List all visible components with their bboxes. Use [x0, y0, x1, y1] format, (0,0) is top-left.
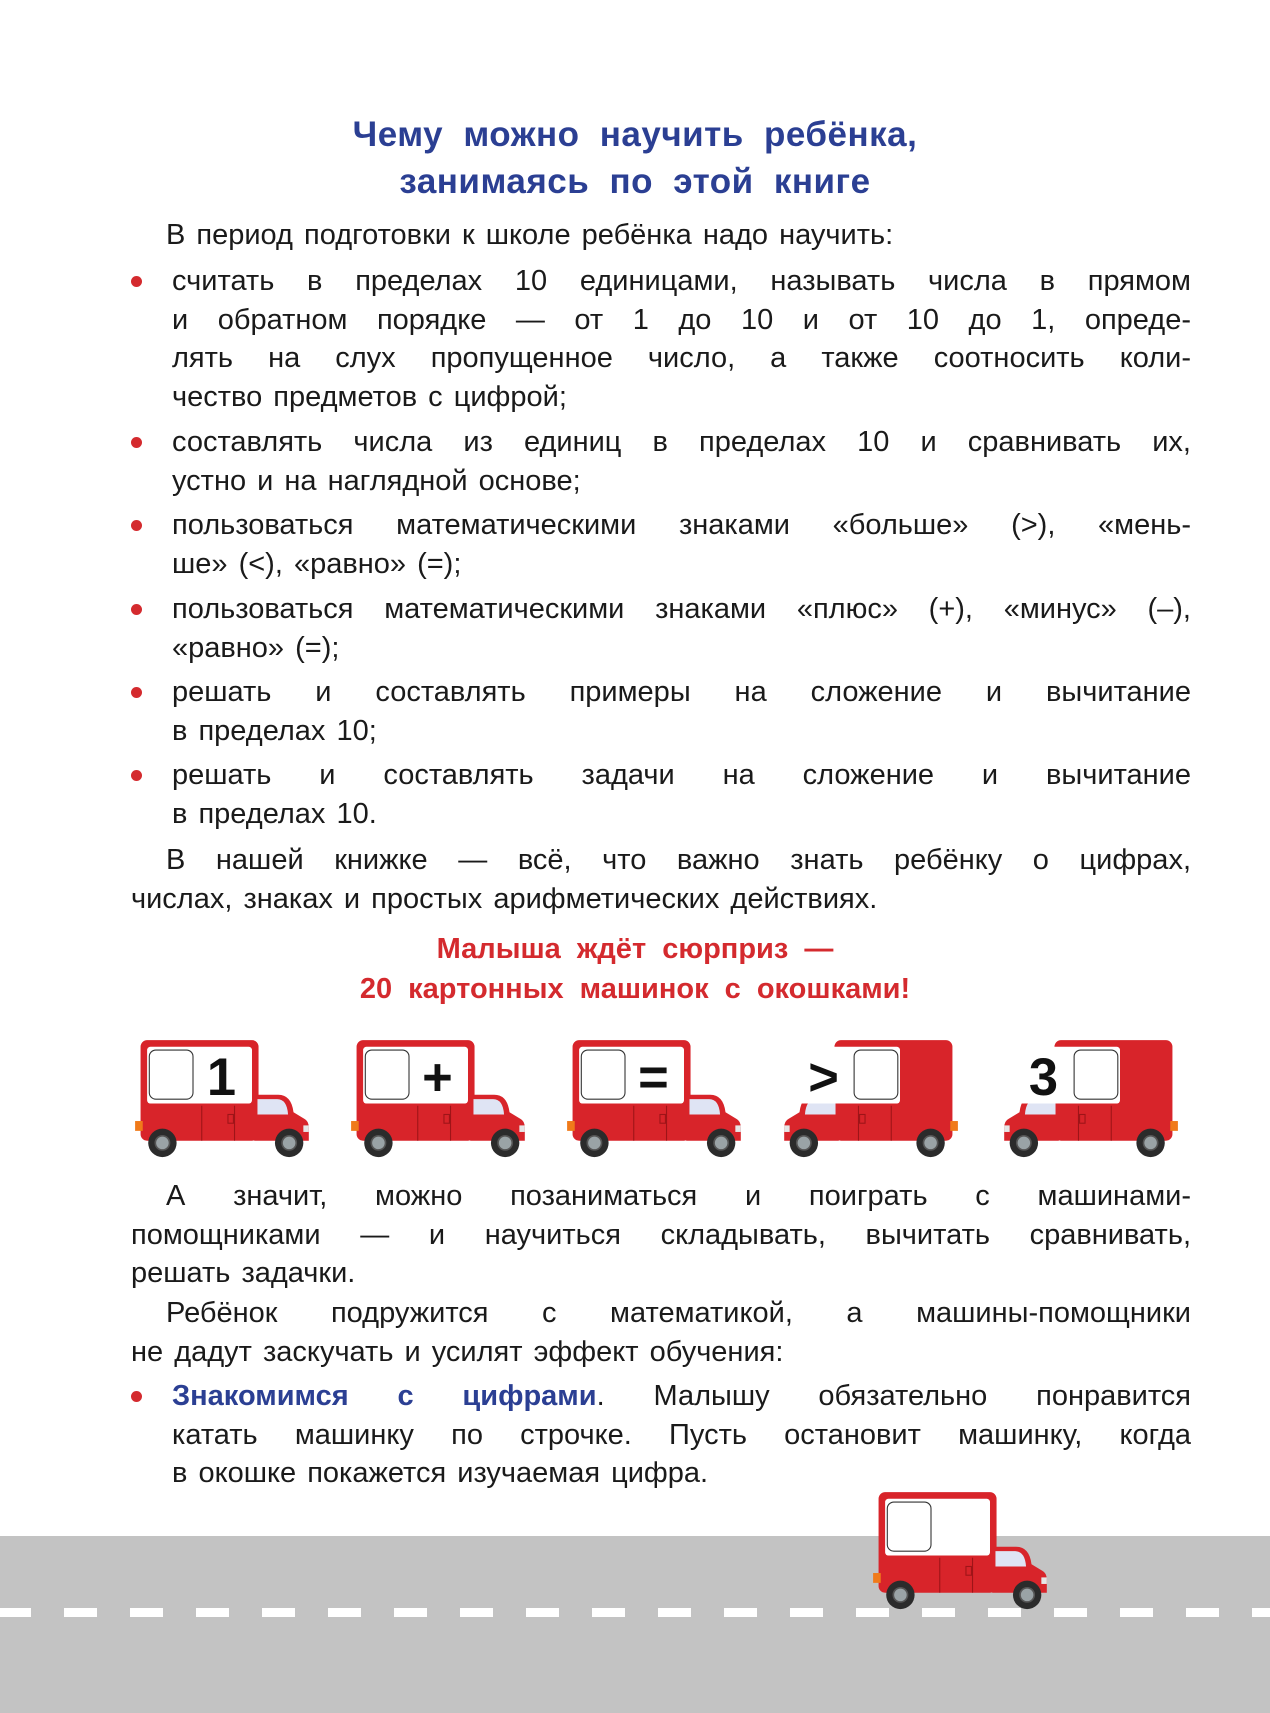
text-line: не дадут заскучать и усилят эффект обучения: [131, 1335, 784, 1368]
title-line-2: занимаясь по этой книге [399, 162, 871, 201]
surprise-line-1: Малыша ждёт сюрприз — [436, 933, 834, 965]
road [0, 1536, 1270, 1713]
window-box [581, 1050, 625, 1099]
bullet-dot [131, 770, 142, 781]
wheel-icon [1136, 1129, 1164, 1157]
wheel-icon [1010, 1129, 1038, 1157]
list-item [172, 506, 1191, 583]
title-line-1: Чему можно научить ребёнка, [352, 115, 918, 154]
lane-dash [1186, 1608, 1219, 1617]
lane-dash [64, 1608, 97, 1617]
lane-dash [328, 1608, 361, 1617]
text-line: числах, знаках и простых арифметических действиях. [131, 882, 878, 915]
list-item [172, 673, 1191, 750]
list-item [172, 756, 1191, 833]
wheel-icon [491, 1129, 519, 1157]
wheel-icon [790, 1129, 818, 1157]
wheel-icon [886, 1581, 914, 1609]
wheel-icon [707, 1129, 735, 1157]
bullet-dot [131, 1391, 142, 1402]
car-1[interactable] [134, 1038, 311, 1160]
text-line: В нашей книжке — всё, что важно знать ребёнку о цифрах, [166, 844, 1191, 876]
car-3[interactable] [566, 1038, 743, 1160]
lane-dash [0, 1608, 31, 1617]
window-box [149, 1050, 193, 1099]
text-line: Ребёнок подружится с математикой, а машины-помощники [166, 1297, 1191, 1329]
lane-dash [790, 1608, 823, 1617]
text-line: составлять числа из единиц в пределах 10 и сравнивать их, [172, 426, 1191, 458]
wheel-icon [364, 1129, 392, 1157]
moving-car[interactable] [872, 1490, 1049, 1612]
text-line: решать задачки. [131, 1257, 356, 1290]
text-line: в пределах 10; [172, 714, 377, 747]
text-line: пользоваться математическими знаками «плюс» (+), «минус» (–), [172, 593, 1191, 625]
text-line: ше» (<), «равно» (=); [172, 547, 462, 580]
text-line: помощниками — и научиться складывать, вычитать сравнивать, [131, 1218, 1191, 1251]
lane-dash [460, 1608, 493, 1617]
window-symbol: 3 [1028, 1048, 1059, 1107]
bullet-dot [131, 687, 142, 698]
car-5[interactable] [1002, 1038, 1179, 1160]
lane-dash [262, 1608, 295, 1617]
lane-dash [658, 1608, 691, 1617]
wheel-icon [580, 1129, 608, 1157]
window-symbol: > [808, 1048, 839, 1107]
car-2[interactable] [350, 1038, 527, 1160]
lane-dash [196, 1608, 229, 1617]
lane-dash [526, 1608, 559, 1617]
text-line: решать и составлять примеры на сложение и вычитание [172, 676, 1191, 708]
text-line: чество предметов с цифрой; [172, 380, 567, 413]
window-box [854, 1050, 898, 1099]
summary-paragraph [131, 841, 1191, 918]
effect-paragraph [131, 1294, 1191, 1371]
lane-dash [130, 1608, 163, 1617]
final-bullet: Знакомимся с цифрами. Малышу обязательно понравится катать машинку по строчке. Пусть остановит машинку, когда в окошке покажется изучаемая цифра. [172, 1380, 1191, 1490]
bold-heading: Знакомимся с цифрами [172, 1380, 597, 1412]
wheel-icon [1013, 1581, 1041, 1609]
lane-dash [724, 1608, 757, 1617]
text-line: «равно» (=); [172, 631, 340, 664]
window-symbol: + [422, 1048, 453, 1107]
helpers-paragraph [131, 1177, 1191, 1293]
text-line: пользоваться математическими знаками «больше» (>), «мень- [172, 509, 1191, 541]
list-item [172, 423, 1191, 500]
list-item [172, 590, 1191, 667]
car-4[interactable] [782, 1038, 959, 1160]
text-line: лять на слух пропущенное число, а также соотносить коли- [172, 342, 1191, 375]
text-line: в пределах 10. [172, 797, 377, 830]
wheel-icon [148, 1129, 176, 1157]
bullet-dot [131, 604, 142, 615]
bullet-dot [131, 276, 142, 287]
list-item [172, 262, 1191, 416]
text-line: устно и на наглядной основе; [172, 464, 581, 497]
lane-dash [592, 1608, 625, 1617]
bullet-dot [131, 520, 142, 531]
window-symbol: 1 [206, 1048, 236, 1107]
text-line: решать и составлять задачи на сложение и вычитание [172, 759, 1191, 791]
intro-paragraph: В период подготовки к школе ребёнка надо научить: [166, 219, 894, 251]
lane-dash [1054, 1608, 1087, 1617]
bullet-dot [131, 437, 142, 448]
wheel-icon [275, 1129, 303, 1157]
lane-dash [1252, 1608, 1270, 1617]
wheel-icon [916, 1129, 944, 1157]
lane-dash [1120, 1608, 1153, 1617]
window-symbol: = [638, 1048, 669, 1107]
window-box [887, 1502, 931, 1551]
window-box [365, 1050, 409, 1099]
text-line: считать в пределах 10 единицами, называть числа в прямом [172, 265, 1191, 297]
window-box [1074, 1050, 1118, 1099]
lane-dash [394, 1608, 427, 1617]
text-line: и обратном порядке — от 1 до 10 и от 10 до 1, опреде- [172, 303, 1191, 336]
text-line: А значит, можно позаниматься и поиграть с машинами- [166, 1180, 1191, 1212]
surprise-line-2: 20 картонных машинок с окошками! [359, 973, 911, 1005]
